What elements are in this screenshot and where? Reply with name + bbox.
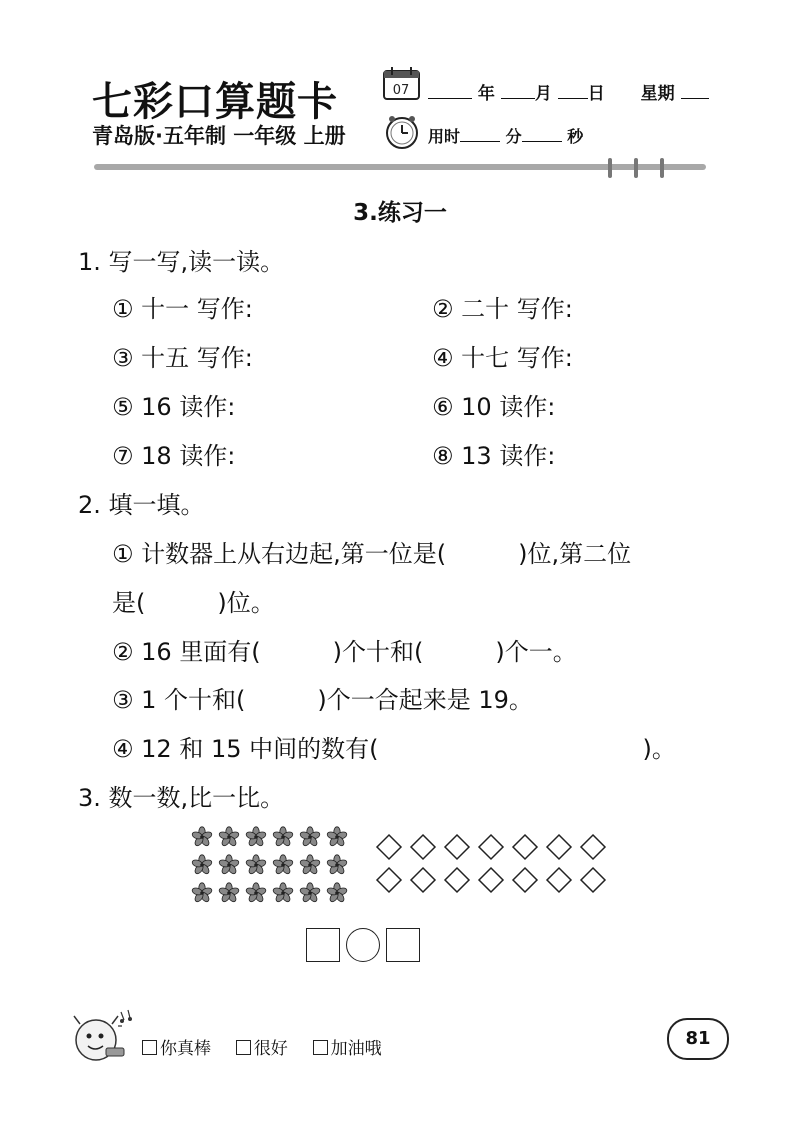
diamond-icon	[547, 835, 571, 859]
flower-icon	[272, 827, 293, 847]
q1-item: ⑧ 13 读作:	[432, 442, 556, 470]
diamond-icon	[377, 868, 401, 892]
q1-item: ② 二十 写作:	[432, 295, 573, 323]
mascot-icon	[66, 1004, 138, 1070]
flower-icon	[245, 855, 266, 875]
diamond-icon	[411, 835, 435, 859]
subtitle: 青岛版·五年制 一年级 上册	[92, 124, 346, 148]
flower-icon	[218, 827, 239, 847]
page-number: 81	[667, 1018, 729, 1060]
year-label: 年	[477, 84, 495, 104]
time-label: 用时	[428, 127, 461, 146]
diamond-icon	[377, 835, 401, 859]
flower-icon	[218, 883, 239, 903]
page-title: 3.练习一	[353, 200, 447, 226]
diamond-icon	[411, 868, 435, 892]
flower-icon	[245, 883, 266, 903]
clock-icon	[384, 114, 420, 150]
q2-title: 2. 填一填。	[78, 491, 205, 519]
rating-option[interactable]	[313, 1039, 382, 1059]
compare-circle[interactable]	[346, 928, 380, 962]
rating-label: 很好	[253, 1039, 288, 1059]
diamond-icon	[445, 835, 469, 859]
flower-icon	[326, 827, 347, 847]
brand-title: 七彩口算题卡	[92, 79, 338, 125]
q2-line: ② 16 里面有( )个十和( )个一。	[112, 638, 577, 666]
flower-icon	[191, 855, 212, 875]
month-label: 月	[534, 84, 552, 104]
week-label: 星期	[640, 84, 675, 104]
seconds-blank[interactable]	[522, 125, 562, 142]
rating-option[interactable]	[236, 1039, 288, 1059]
q3-title: 3. 数一数,比一比。	[78, 784, 285, 812]
flower-icon	[272, 855, 293, 875]
checkbox-icon[interactable]	[313, 1040, 328, 1055]
flower-icon	[218, 855, 239, 875]
flower-icon	[191, 883, 212, 903]
diamond-icon	[581, 868, 605, 892]
rating-label: 你真棒	[160, 1039, 211, 1059]
q1-item: ③ 十五 写作:	[112, 344, 253, 372]
day-blank[interactable]	[558, 81, 588, 99]
q2-line: ① 计数器上从右边起,第一位是( )位,第二位	[112, 540, 632, 568]
flower-icon	[299, 827, 320, 847]
diamond-icon	[479, 835, 503, 859]
diamond-icon	[581, 835, 605, 859]
q1-item: ④ 十七 写作:	[432, 344, 573, 372]
flower-icon	[326, 883, 347, 903]
flower-icon	[326, 855, 347, 875]
diamond-icon	[547, 868, 571, 892]
q1-item: ⑤ 16 读作:	[112, 393, 236, 421]
diamond-icon	[479, 868, 503, 892]
q1-title: 1. 写一写,读一读。	[78, 248, 285, 276]
binder-ring-icon	[634, 158, 638, 178]
flower-icon	[299, 883, 320, 903]
counting-figure	[186, 822, 616, 912]
binder-ring-icon	[608, 158, 612, 178]
checkbox-icon[interactable]	[236, 1040, 251, 1055]
answer-box-left[interactable]	[306, 928, 340, 962]
rating-option[interactable]	[142, 1039, 211, 1059]
diamond-icon	[513, 835, 537, 859]
flower-icon	[272, 883, 293, 903]
diamond-icon	[513, 868, 537, 892]
answer-box-right[interactable]	[386, 928, 420, 962]
q1-item: ① 十一 写作:	[112, 295, 253, 323]
q1-item: ⑦ 18 读作:	[112, 442, 236, 470]
rating-options	[142, 1034, 382, 1059]
day-label: 日	[587, 84, 605, 104]
minutes-label: 分	[505, 127, 522, 146]
week-blank[interactable]	[681, 81, 709, 99]
month-blank[interactable]	[501, 81, 535, 99]
checkbox-icon[interactable]	[142, 1040, 157, 1055]
q2-line: ④ 12 和 15 中间的数有( )。	[112, 735, 676, 763]
q2-line: 是( )位。	[112, 589, 275, 617]
year-blank[interactable]	[428, 81, 472, 99]
binder-ring-icon	[660, 158, 664, 178]
header-divider	[94, 164, 706, 170]
date-fields	[428, 79, 709, 104]
seconds-label: 秒	[567, 127, 584, 146]
flower-icon	[299, 855, 320, 875]
calendar-date: 07	[392, 83, 410, 98]
minutes-blank[interactable]	[460, 125, 500, 142]
q1-item: ⑥ 10 读作:	[432, 393, 556, 421]
diamond-icon	[445, 868, 469, 892]
rating-label: 加油哦	[330, 1039, 382, 1059]
flower-icon	[191, 827, 212, 847]
flower-icon	[245, 827, 266, 847]
time-fields	[428, 124, 583, 147]
q2-line: ③ 1 个十和( )个一合起来是 19。	[112, 686, 533, 714]
calendar-icon	[382, 66, 422, 102]
